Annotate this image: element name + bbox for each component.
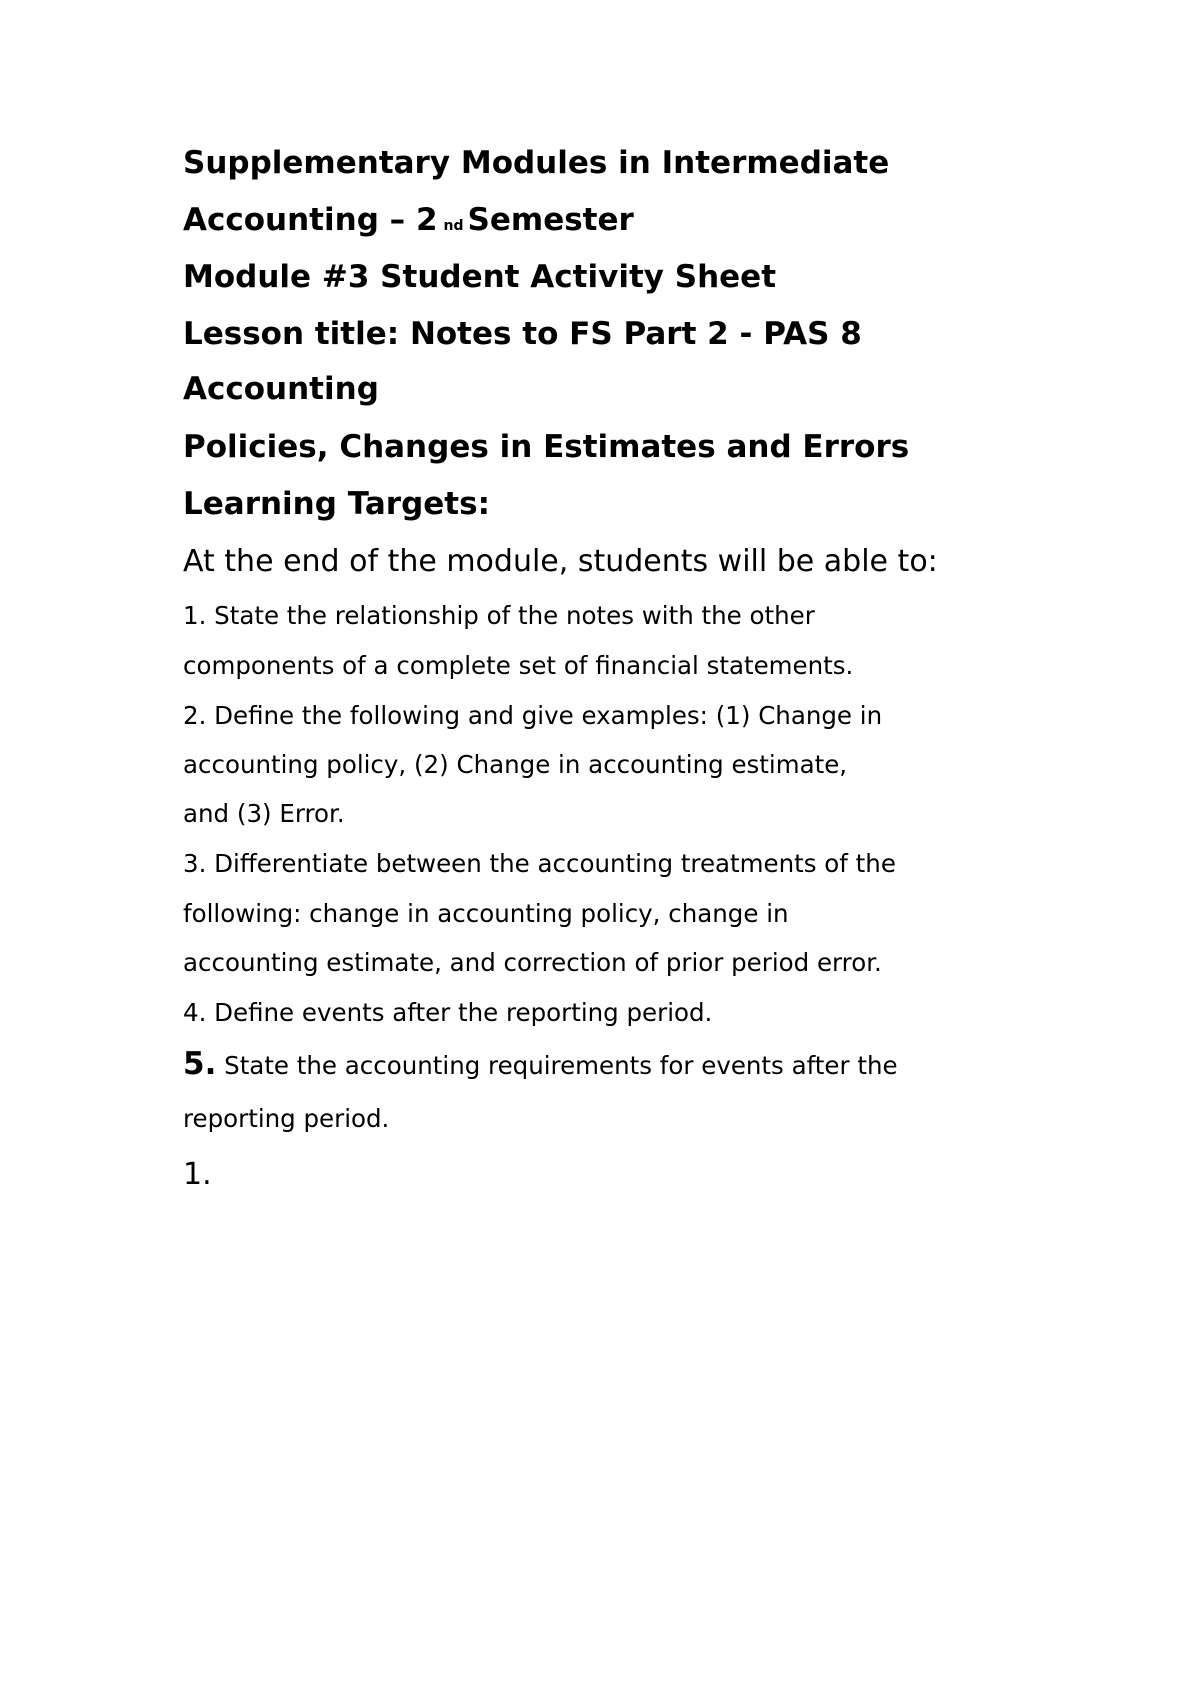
lesson-title-line-3: Policies, Changes in Estimates and Errors [183,429,910,465]
target-3-line-3: accounting estimate, and correction of prior period error. [183,948,882,977]
lesson-title-line-1: Lesson title: Notes to FS Part 2 - PAS 8 [183,316,862,352]
title-ordinal-suffix: nd [443,218,464,234]
title-accounting-text: Accounting – 2 [183,202,438,238]
target-4-line-1: 4. Define events after the reporting period. [183,998,713,1027]
target-5-line-1 [183,1046,898,1082]
target-3-line-1: 3. Differentiate between the accounting treatments of the [183,849,896,878]
target-2-line-3: and (3) Error. [183,799,345,828]
target-1-line-1: 1. State the relationship of the notes with the other [183,601,815,630]
document-title-line-1: Supplementary Modules in Intermediate [183,145,890,181]
learning-targets-intro: At the end of the module, students will be able to: [183,544,938,579]
trailing-list-number: 1. [183,1157,212,1192]
title-semester-text: Semester [467,202,634,238]
target-1-line-2: components of a complete set of financial statements. [183,651,854,680]
learning-targets-heading: Learning Targets: [183,486,490,522]
target-5-number: 5. [183,1046,217,1082]
document-title-line-2 [183,202,634,238]
target-2-line-2: accounting policy, (2) Change in accounting estimate, [183,750,848,779]
target-2-line-1: 2. Define the following and give examples: (1) Change in [183,701,883,730]
target-5-text: State the accounting requirements for events after the [216,1051,898,1080]
lesson-title-line-2: Accounting [183,371,379,407]
target-5-line-2: reporting period. [183,1104,390,1133]
target-3-line-2: following: change in accounting policy, change in [183,899,789,928]
module-title: Module #3 Student Activity Sheet [183,259,777,295]
